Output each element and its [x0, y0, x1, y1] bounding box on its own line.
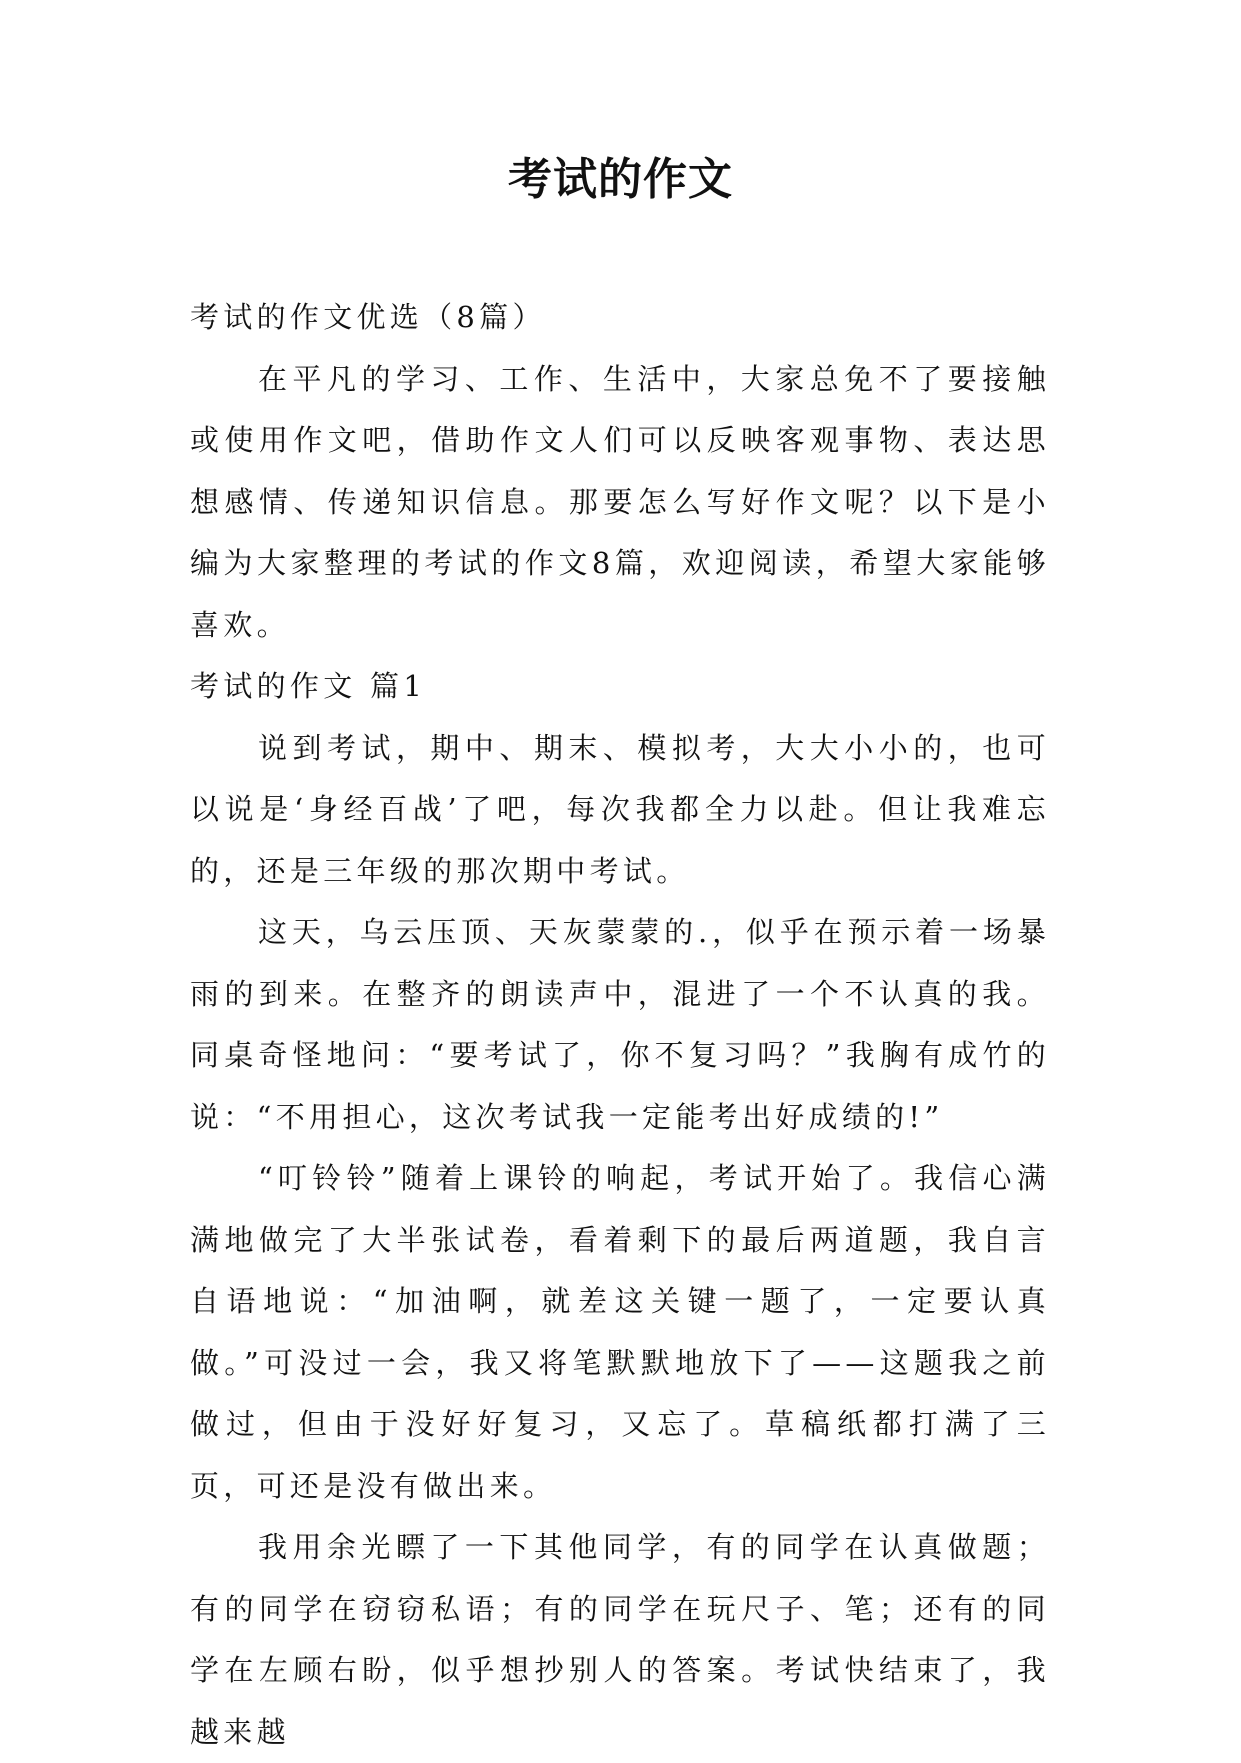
subtitle-line: 考试的作文优选（8篇） [190, 300, 546, 334]
section-heading: 考试的作文 篇1 [190, 669, 427, 703]
intro-paragraph: 在平凡的学习、工作、生活中，大家总免不了要接触或使用作文吧，借助作文人们可以反映客观事物、表达思想感情、传递知识信息。那要怎么写好作文呢？以下是小编为大家整理的考试的作文8篇，欢迎阅读，希望大家能够喜欢。 [190, 361, 1050, 642]
body-paragraph: “叮铃铃”随着上课铃的响起，考试开始了。我信心满满地做完了大半张试卷，看着剩下的最后两道题，我自言自语地说：“加油啊，就差这关键一题了，一定要认真做。”可没过一会，我又将笔默默地放下了——这题我之前做过，但由于没好好复习，又忘了。草稿纸都打满了三页，可还是没有做出来。 [190, 1161, 1050, 1503]
body-paragraph: 我用余光瞟了一下其他同学，有的同学在认真做题；有的同学在窃窃私语；有的同学在玩尺子、笔；还有的同学在左顾右盼，似乎想抄别人的答案。考试快结束了，我越来越 [190, 1530, 1050, 1749]
document-title: 考试的作文 [508, 154, 733, 205]
document-body [190, 287, 1050, 1763]
body-paragraph: 说到考试，期中、期末、模拟考，大大小小的，也可以说是‘身经百战’了吧，每次我都全力以赴。但让我难忘的，还是三年级的那次期中考试。 [190, 730, 1050, 888]
body-paragraph: 这天，乌云压顶、天灰蒙蒙的.，似乎在预示着一场暴雨的到来。在整齐的朗读声中，混进了一个不认真的我。同桌奇怪地问：“要考试了，你不复习吗？”我胸有成竹的说：“不用担心，这次考试我一定能考出好成绩的!” [190, 915, 1050, 1134]
